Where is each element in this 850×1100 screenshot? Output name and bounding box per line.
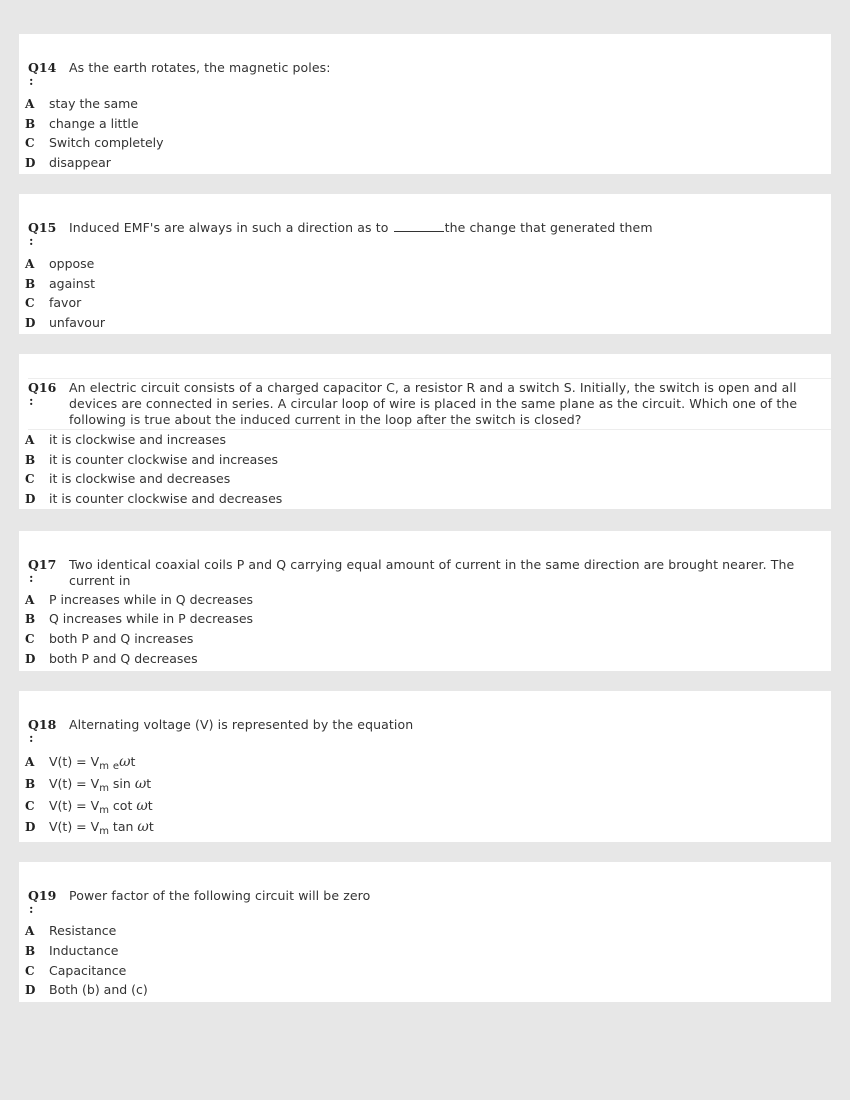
option-text: disappear	[49, 155, 111, 170]
formula-lhs: V(t) = V	[49, 754, 100, 769]
formula-lhs: V(t) = V	[49, 776, 100, 791]
answer-blank	[394, 221, 444, 232]
option-label: B	[25, 944, 36, 958]
option-label: D	[25, 156, 36, 170]
option-text: oppose	[49, 256, 95, 271]
question-number: Q14	[28, 60, 57, 75]
omega-symbol: ω	[119, 754, 131, 770]
question-number: Q19	[28, 888, 57, 903]
formula-subscript: m	[99, 783, 109, 794]
question-card-q15	[19, 194, 831, 334]
question-number: Q15	[28, 220, 57, 235]
omega-symbol: ω	[136, 798, 148, 814]
option-text: against	[49, 276, 96, 291]
option-text: Q increases while in P decreases	[49, 611, 254, 626]
omega-symbol: ω	[134, 776, 147, 792]
question-card-q17	[19, 531, 831, 671]
option-text: it is counter clockwise and decreases	[49, 491, 283, 506]
option-label: C	[25, 632, 35, 646]
option-label: A	[25, 257, 35, 271]
option-text: it is clockwise and decreases	[49, 471, 231, 486]
question-colon: :	[29, 731, 34, 745]
question-card-q16	[19, 354, 831, 509]
option-text: change a little	[49, 116, 139, 131]
question-card-q18	[19, 691, 831, 842]
option-text: stay the same	[49, 96, 138, 111]
question-colon: :	[29, 571, 34, 585]
formula-function: e	[112, 761, 120, 772]
option-label: C	[25, 296, 35, 310]
question-text: Two identical coaxial coils P and Q carrying equal amount of current in the same direction are brought nearer. The current in	[69, 557, 795, 588]
option-text: unfavour	[49, 315, 106, 330]
formula-t: t	[146, 776, 152, 791]
formula-function: cot	[112, 798, 133, 813]
option-label: D	[25, 820, 36, 834]
question-text: Power factor of the following circuit will be zero	[69, 888, 371, 903]
option-label: B	[25, 117, 36, 131]
question-number: Q17	[28, 557, 57, 572]
formula-t: t	[130, 754, 136, 769]
option-label: A	[25, 433, 35, 447]
option-label: D	[25, 983, 36, 997]
option-text: Resistance	[49, 923, 117, 938]
question-card-q14	[19, 34, 831, 174]
question-text: Alternating voltage (V) is represented by the equation	[69, 717, 414, 732]
option-text: Capacitance	[49, 963, 127, 978]
formula-lhs: V(t) = V	[49, 798, 100, 813]
formula-subscript: m	[99, 826, 109, 837]
option-label: B	[25, 277, 36, 291]
option-label: D	[25, 492, 36, 506]
option-text: Both (b) and (c)	[49, 982, 148, 997]
option-label: A	[25, 924, 35, 938]
option-label: C	[25, 472, 35, 486]
option-label: B	[25, 612, 36, 626]
option-text: P increases while in Q decreases	[49, 592, 254, 607]
option-text: both P and Q increases	[49, 631, 194, 646]
option-label: B	[25, 453, 36, 467]
formula-subscript: m	[99, 761, 109, 772]
option-label: B	[25, 777, 36, 791]
formula-t: t	[147, 798, 153, 813]
option-label: D	[25, 652, 36, 666]
option-text: it is clockwise and increases	[49, 432, 226, 447]
formula-function: sin	[112, 776, 131, 791]
question-text	[69, 220, 809, 236]
option-text: both P and Q decreases	[49, 651, 198, 666]
option-formula	[49, 798, 153, 814]
option-text: favor	[49, 295, 82, 310]
option-formula	[49, 754, 135, 770]
divider	[28, 378, 831, 379]
formula-subscript: m	[99, 805, 109, 816]
question-number: Q18	[28, 717, 57, 732]
option-text: Inductance	[49, 943, 119, 958]
question-text-before: Induced EMF's are always in such a direction as to	[69, 220, 389, 235]
question-colon: :	[29, 74, 34, 88]
question-colon: :	[29, 234, 34, 248]
formula-function: tan	[112, 819, 134, 834]
option-label: A	[25, 593, 35, 607]
question-text: As the earth rotates, the magnetic poles:	[69, 60, 331, 75]
formula-lhs: V(t) = V	[49, 819, 100, 834]
question-text-after: the change that generated them	[444, 220, 653, 235]
option-label: A	[25, 97, 35, 111]
question-colon: :	[29, 394, 34, 408]
option-label: C	[25, 799, 35, 813]
option-label: A	[25, 755, 35, 769]
option-label: D	[25, 316, 36, 330]
option-text: Switch completely	[49, 135, 164, 150]
question-card-q19	[19, 862, 831, 1002]
option-label: C	[25, 136, 35, 150]
question-text: An electric circuit consists of a charged capacitor C, a resistor R and a switch S. Initially, the switch is open and all devices are connected in series. A circular loop of wire is placed in the same plane as the circuit. Which one of the following is true about the induced current in the loop after the switch is closed?	[69, 380, 798, 427]
formula-t: t	[148, 819, 154, 834]
question-number: Q16	[28, 380, 57, 395]
omega-symbol: ω	[137, 819, 149, 835]
option-formula	[49, 776, 151, 792]
divider	[28, 429, 831, 430]
option-text: it is counter clockwise and increases	[49, 452, 279, 467]
option-label: C	[25, 964, 35, 978]
option-formula	[49, 819, 154, 835]
question-colon: :	[29, 902, 34, 916]
